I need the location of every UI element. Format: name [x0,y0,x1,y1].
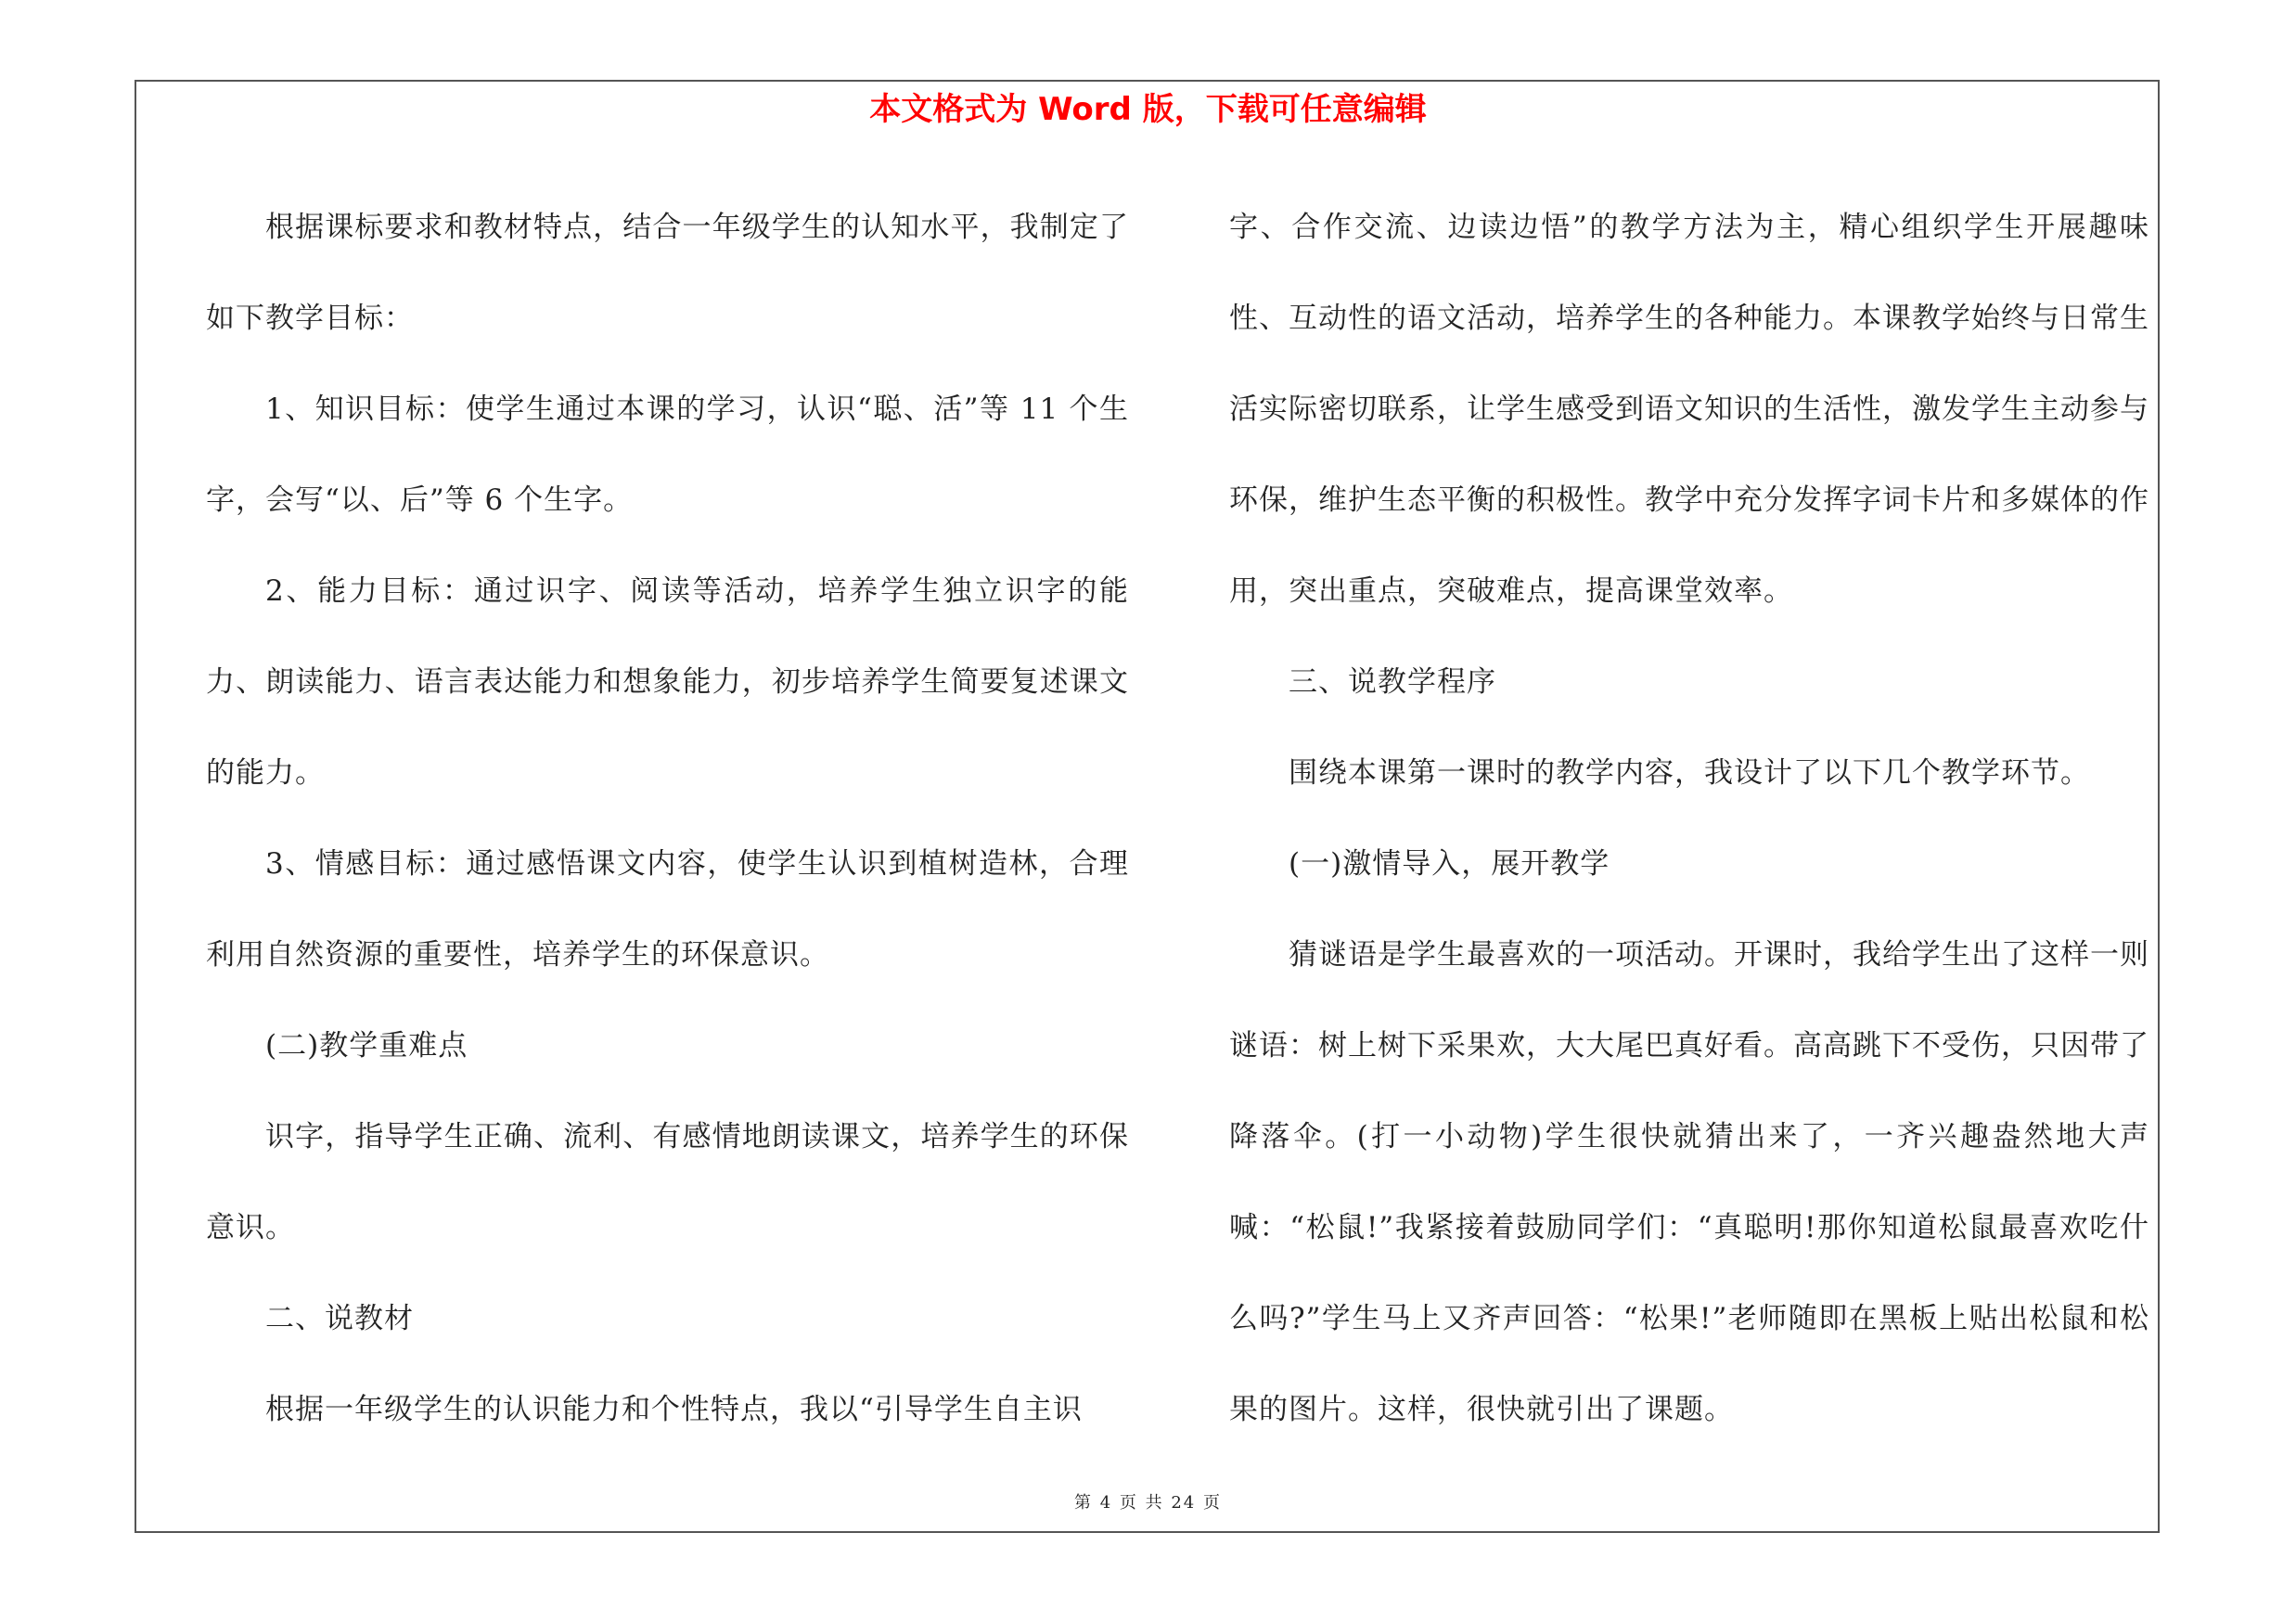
paragraph: 围绕本课第一课时的教学内容，我设计了以下几个教学环节。 [1289,756,2090,790]
paragraph: 根据课标要求和教材特点，结合一年级学生的认知水平，我制定了如下教学目标： [206,211,1129,335]
page-number: 第 4 页 共 24 页 [1074,1493,1222,1513]
section-heading: (一)激情导入，展开教学 [1289,847,1610,881]
paragraph: 识字，指导学生正确、流利、有感情地朗读课文，培养学生的环保意识。 [206,1120,1129,1244]
paragraph-continuation: 字、合作交流、边读边悟”的教学方法为主，精心组织学生开展趣味性、互动性的语文活动，培养学生的各种能力。本课教学始终与日常生活实际密切联系，让学生感受到语文知识的生活性，激发学生主动参与环保，维护生态平衡的积极性。教学中充分发挥字词卡片和多媒体的作用，突出重点，突破难点，提高课堂效率。 [1229,211,2149,608]
section-heading: 二、说教材 [265,1302,414,1335]
paragraph: 根据一年级学生的认识能力和个性特点，我以“引导学生自主识 [265,1393,1083,1426]
left-column [206,182,1129,1455]
section-heading: (二)教学重难点 [265,1029,468,1063]
format-banner: 本文格式为 Word 版，下载可任意编辑 [869,91,1427,128]
paragraph: 猜谜语是学生最喜欢的一项活动。开课时，我给学生出了这样一则谜语：树上树下采果欢，大大尾巴真好看。高高跳下不受伤，只因带了降落伞。(打一小动物)学生很快就猜出来了，一齐兴趣盎然地大声喊：“松鼠!”我紧接着鼓励同学们：“真聪明!那你知道松鼠最喜欢吃什么吗?”学生马上又齐声回答：“松果!”老师随即在黑板上贴出松鼠和松果的图片。这样，很快就引出了课题。 [1229,938,2149,1426]
section-heading: 三、说教学程序 [1289,665,1496,699]
paragraph: 2、能力目标：通过识字、阅读等活动，培养学生独立识字的能力、朗读能力、语言表达能力和想象能力，初步培养学生简要复述课文的能力。 [206,574,1129,790]
paragraph: 3、情感目标：通过感悟课文内容，使学生认识到植树造林，合理利用自然资源的重要性，培养学生的环保意识。 [206,847,1129,972]
paragraph: 1、知识目标：使学生通过本课的学习，认识“聪、活”等 11 个生字，会写“以、后”等 6 个生字。 [206,393,1129,517]
right-column [1229,182,2149,1455]
